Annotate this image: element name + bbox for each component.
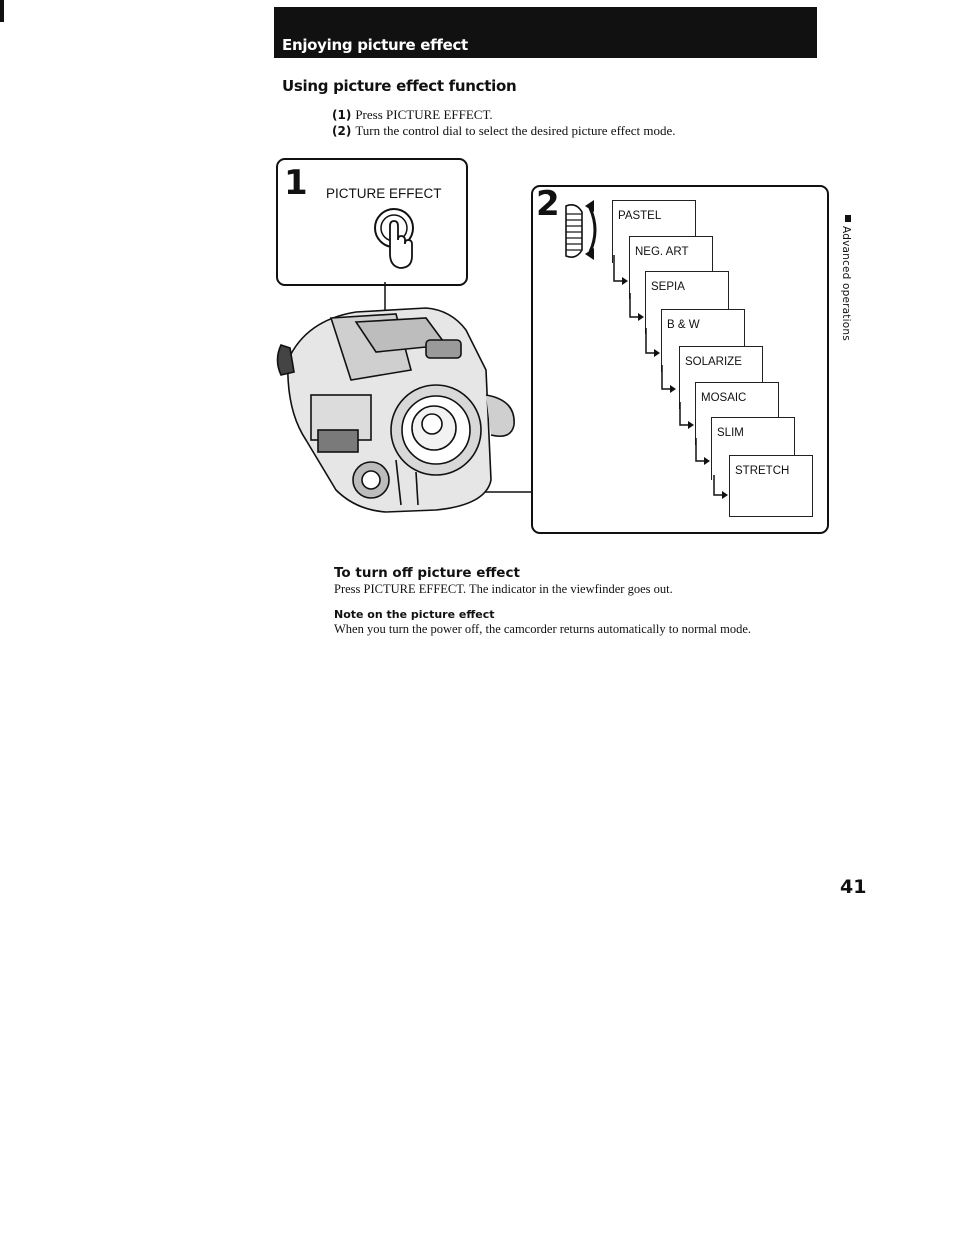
mode-label-mosaic: MOSAIC — [701, 392, 747, 404]
mode-label-neg-art: NEG. ART — [635, 246, 689, 258]
finger-press-button-icon — [370, 204, 420, 276]
turn-off-title: To turn off picture effect — [334, 565, 520, 581]
step-2 — [332, 123, 676, 139]
step-2-text: Turn the control dial to select the desired picture effect mode. — [355, 123, 676, 138]
step-1-text: Press PICTURE EFFECT. — [355, 107, 493, 122]
mode-frame-stretch — [729, 455, 813, 517]
step-1 — [332, 107, 493, 123]
mode-label-stretch: STRETCH — [735, 465, 790, 477]
picture-effect-button-label: PICTURE EFFECT — [326, 186, 442, 201]
note-text: When you turn the power off, the camcorder returns automatically to normal mode. — [334, 622, 751, 636]
turn-off-text: Press PICTURE EFFECT. The indicator in the viewfinder goes out. — [334, 582, 673, 596]
page-number: 41 — [840, 876, 867, 898]
step-1-number: (1) — [332, 108, 352, 122]
step-2-number: (2) — [332, 124, 352, 138]
figure-2-step-number: 2 — [536, 184, 560, 224]
section-title: Using picture effect function — [282, 77, 517, 95]
chapter-title: Enjoying picture effect — [282, 36, 468, 54]
note-title: Note on the picture effect — [334, 608, 495, 621]
control-dial-icon — [560, 198, 608, 262]
mode-label-sepia: SEPIA — [651, 281, 685, 293]
chapter-header-bar — [274, 7, 817, 58]
margin-tab-marker — [845, 215, 851, 222]
mode-label-bw: B & W — [667, 319, 700, 331]
figure-1-step-number: 1 — [284, 163, 308, 203]
side-section-label — [826, 226, 866, 346]
camcorder-illustration — [276, 300, 526, 515]
mode-label-pastel: PASTEL — [618, 210, 662, 222]
side-section-label-text: Advanced operations — [840, 226, 852, 341]
cascade-arrows — [610, 255, 730, 500]
mode-label-slim: SLIM — [717, 427, 744, 439]
page-edge-mark — [0, 0, 4, 22]
mode-label-solarize: SOLARIZE — [685, 356, 742, 368]
